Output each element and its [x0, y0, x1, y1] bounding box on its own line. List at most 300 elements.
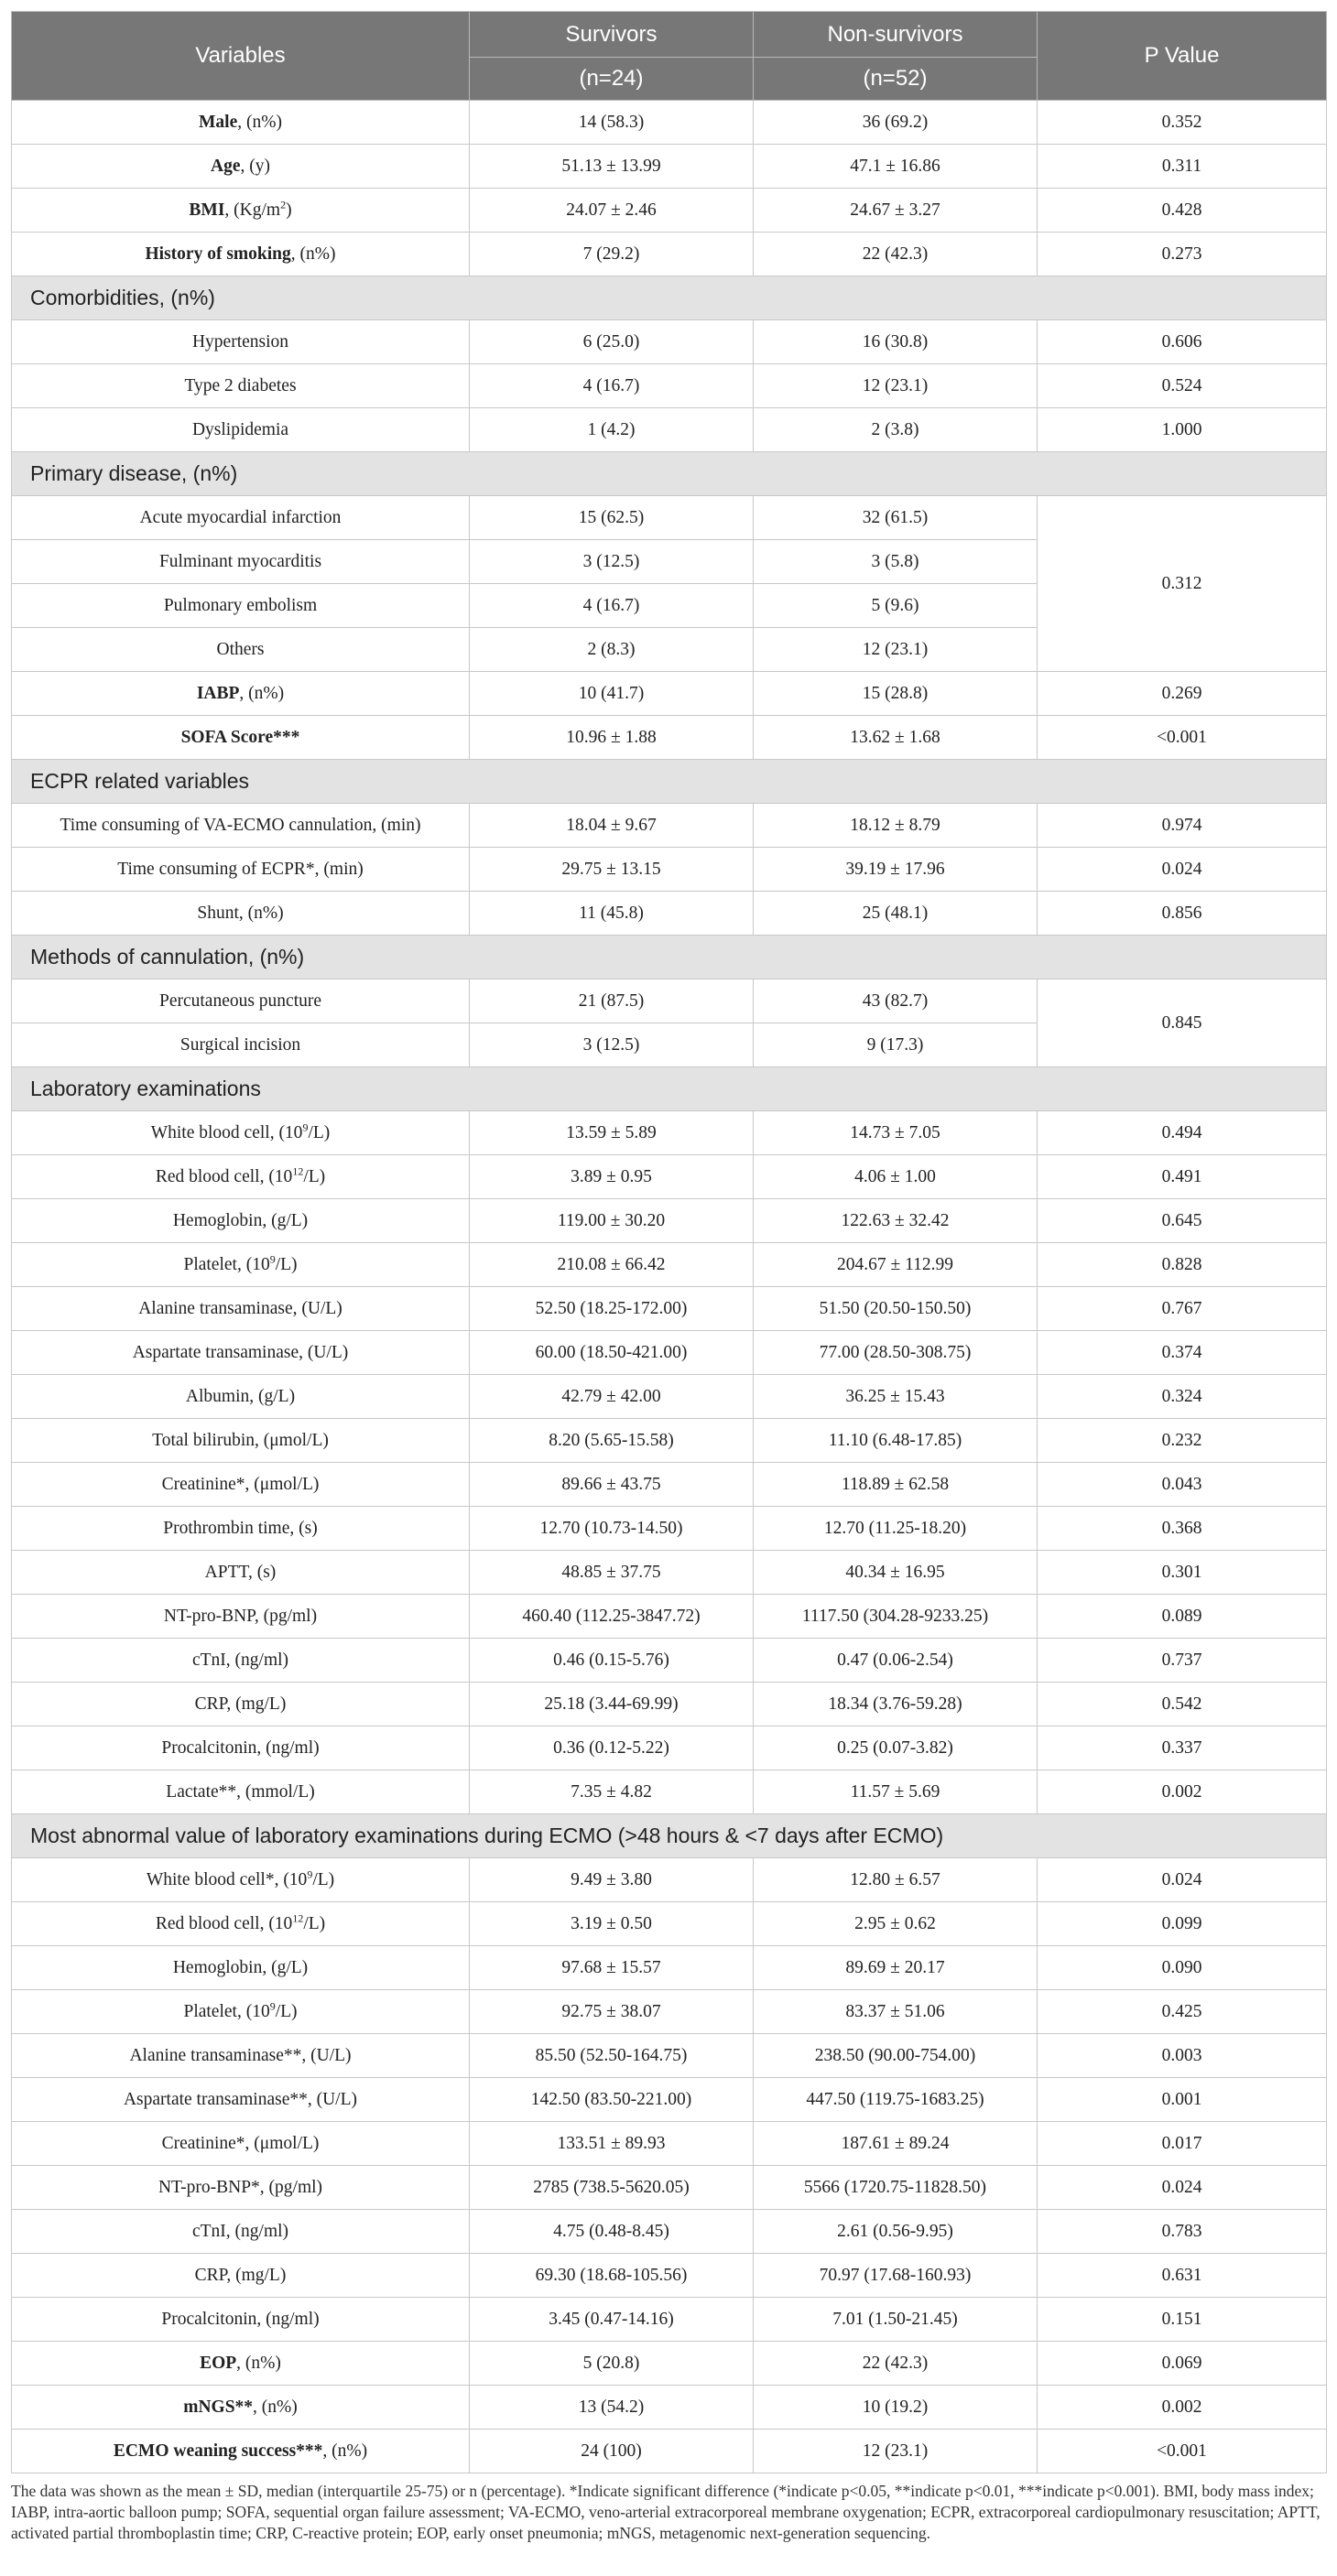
section-row: [12, 452, 1327, 496]
p-value: 0.069: [1038, 2342, 1327, 2386]
table-row: [12, 1375, 1327, 1419]
p-value: 0.828: [1038, 1243, 1327, 1287]
variable-label: , (n%): [239, 683, 285, 703]
nonsurvivors-value: 9 (17.3): [754, 1023, 1038, 1067]
table-row: [12, 408, 1327, 452]
survivors-value: 97.68 ± 15.57: [470, 1946, 754, 1990]
table-row: [12, 1770, 1327, 1814]
nonsurvivors-value: 12.80 ± 6.57: [754, 1858, 1038, 1902]
p-value: 0.232: [1038, 1419, 1327, 1463]
nonsurvivors-value: 12.70 (11.25-18.20): [754, 1507, 1038, 1551]
table-row: [12, 2122, 1327, 2166]
nonsurvivors-value: 47.1 ± 16.86: [754, 145, 1038, 189]
table-row: [12, 804, 1327, 848]
table-row: [12, 2034, 1327, 2078]
variable-cell: [12, 1331, 470, 1375]
variable-label: Procalcitonin, (ng/ml): [161, 1737, 320, 1758]
variable-label: Albumin, (g/L): [185, 1386, 296, 1406]
variable-name: History of smoking: [145, 244, 291, 264]
variable-label: , (n%): [236, 2353, 281, 2373]
survivors-value: 133.51 ± 89.93: [470, 2122, 754, 2166]
p-value: 0.090: [1038, 1946, 1327, 1990]
nonsurvivors-value: 43 (82.7): [754, 980, 1038, 1023]
table-footnote: The data was shown as the mean ± SD, median (interquartile 25-75) or n (percentage). *Indicate significant difference (*indicate p<0.05, **indicate p<0.01, ***indicate p<0.001). BMI, body mass index; IABP, intra-aortic balloon pump; SOFA, sequential organ failure assessment; VA-ECMO, veno-arterial extracorporeal membrane oxygenation; ECPR, extracorporeal cardiopulmonary resuscitation; APTT, activated partial thromboplastin time; CRP, C-reactive protein; EOP, early onset pneumonia; mNGS, metagenomic next-generation sequencing.: [11, 2482, 1321, 2542]
variable-label: Aspartate transaminase**, (U/L): [123, 2089, 358, 2109]
variable-cell: [12, 1683, 470, 1726]
p-value: 0.311: [1038, 145, 1327, 189]
table-row: [12, 1419, 1327, 1463]
variable-label: NT-pro-BNP*, (pg/ml): [158, 2177, 323, 2197]
variable-name: EOP: [200, 2353, 237, 2373]
p-value: 0.001: [1038, 2078, 1327, 2122]
table-row: [12, 848, 1327, 892]
survivors-value: 24 (100): [470, 2430, 754, 2473]
survivors-value: 1 (4.2): [470, 408, 754, 452]
survivors-value: 3.19 ± 0.50: [470, 1902, 754, 1946]
survivors-value: 2 (8.3): [470, 628, 754, 672]
survivors-value: 4 (16.7): [470, 364, 754, 408]
variable-label: Platelet, (10: [183, 2001, 270, 2021]
nonsurvivors-value: 89.69 ± 20.17: [754, 1946, 1038, 1990]
variable-cell: [12, 2298, 470, 2342]
variable-cell: [12, 1023, 470, 1067]
nonsurvivors-value: 70.97 (17.68-160.93): [754, 2254, 1038, 2298]
variable-cell: [12, 2166, 470, 2210]
variable-cell: [12, 716, 470, 760]
p-value: 1.000: [1038, 408, 1327, 452]
variable-cell: [12, 1155, 470, 1199]
p-value: 0.767: [1038, 1287, 1327, 1331]
survivors-value: 60.00 (18.50-421.00): [470, 1331, 754, 1375]
p-value: 0.783: [1038, 2210, 1327, 2254]
p-value: 0.631: [1038, 2254, 1327, 2298]
survivors-value: 4 (16.7): [470, 584, 754, 628]
variable-label: Time consuming of ECPR*, (min): [117, 859, 364, 879]
table-row: [12, 2166, 1327, 2210]
nonsurvivors-value: 15 (28.8): [754, 672, 1038, 716]
unit-suffix: /L): [275, 2001, 298, 2021]
variable-label: Time consuming of VA-ECMO cannulation, (min): [60, 815, 421, 835]
unit-suffix: /L): [303, 1166, 326, 1186]
unit-suffix: /L): [312, 1869, 335, 1889]
survivors-value: 25.18 (3.44-69.99): [470, 1683, 754, 1726]
nonsurvivors-value: 238.50 (90.00-754.00): [754, 2034, 1038, 2078]
variable-name: ECMO weaning success***: [113, 2441, 323, 2461]
nonsurvivors-value: 14.73 ± 7.05: [754, 1111, 1038, 1155]
table-row: [12, 1683, 1327, 1726]
survivors-value: 18.04 ± 9.67: [470, 804, 754, 848]
unit-exponent: 9: [269, 1999, 276, 2012]
p-value: 0.273: [1038, 233, 1327, 276]
variable-cell: [12, 1946, 470, 1990]
variable-name: IABP: [196, 683, 240, 703]
unit-exponent: 9: [302, 1120, 309, 1133]
variable-label: Surgical incision: [179, 1034, 301, 1055]
table-row: [12, 892, 1327, 936]
table-row: [12, 1726, 1327, 1770]
table-row: [12, 1287, 1327, 1331]
table-row: [12, 2342, 1327, 2386]
table-row: [12, 1111, 1327, 1155]
variable-label: Creatinine*, (μmol/L): [161, 2133, 320, 2153]
nonsurvivors-value: 0.47 (0.06-2.54): [754, 1639, 1038, 1683]
table-row: [12, 980, 1327, 1023]
survivors-value: 52.50 (18.25-172.00): [470, 1287, 754, 1331]
nonsurvivors-value: 18.34 (3.76-59.28): [754, 1683, 1038, 1726]
variable-label: Shunt, (n%): [197, 903, 284, 923]
survivors-value: 119.00 ± 30.20: [470, 1199, 754, 1243]
nonsurvivors-value: 5566 (1720.75-11828.50): [754, 2166, 1038, 2210]
table-row: [12, 1507, 1327, 1551]
survivors-value: 0.46 (0.15-5.76): [470, 1639, 754, 1683]
table-row: [12, 145, 1327, 189]
section-row: [12, 760, 1327, 804]
survivors-value: 51.13 ± 13.99: [470, 145, 754, 189]
nonsurvivors-value: 22 (42.3): [754, 233, 1038, 276]
variable-cell: [12, 1551, 470, 1595]
survivors-value: 3.89 ± 0.95: [470, 1155, 754, 1199]
p-value: 0.324: [1038, 1375, 1327, 1419]
table-row: [12, 496, 1327, 540]
nonsurvivors-value: 11.10 (6.48-17.85): [754, 1419, 1038, 1463]
section-label: Comorbidities, (n%): [12, 276, 1327, 320]
p-value: 0.974: [1038, 804, 1327, 848]
variable-label: Alanine transaminase, (U/L): [138, 1298, 342, 1318]
variable-cell: [12, 848, 470, 892]
nonsurvivors-value: 13.62 ± 1.68: [754, 716, 1038, 760]
table-row: [12, 2430, 1327, 2473]
variable-label: Lactate**, (mmol/L): [166, 1781, 315, 1802]
variable-cell: [12, 980, 470, 1023]
table-row: [12, 189, 1327, 233]
variable-cell: [12, 804, 470, 848]
survivors-value: 12.70 (10.73-14.50): [470, 1507, 754, 1551]
table-row: [12, 233, 1327, 276]
p-value: 0.017: [1038, 2122, 1327, 2166]
table-row: [12, 320, 1327, 364]
variable-cell: [12, 2254, 470, 2298]
p-value: 0.151: [1038, 2298, 1327, 2342]
nonsurvivors-value: 39.19 ± 17.96: [754, 848, 1038, 892]
unit-exponent: 12: [292, 1164, 304, 1177]
unit-suffix: /L): [308, 1122, 331, 1142]
nonsurvivors-value: 40.34 ± 16.95: [754, 1551, 1038, 1595]
table-row: [12, 1199, 1327, 1243]
nonsurvivors-value: 36.25 ± 15.43: [754, 1375, 1038, 1419]
variable-label: , (Kg/m: [224, 200, 281, 220]
variable-label: cTnI, (ng/ml): [191, 1650, 289, 1670]
variable-label: NT-pro-BNP, (pg/ml): [163, 1606, 318, 1626]
nonsurvivors-value: 12 (23.1): [754, 628, 1038, 672]
nonsurvivors-value: 2 (3.8): [754, 408, 1038, 452]
p-value: 0.002: [1038, 2386, 1327, 2430]
variable-cell: [12, 672, 470, 716]
survivors-value: 13.59 ± 5.89: [470, 1111, 754, 1155]
nonsurvivors-value: 32 (61.5): [754, 496, 1038, 540]
header-nonsurvivors: Non-survivors: [754, 12, 1038, 58]
table-row: [12, 1902, 1327, 1946]
table-header: [12, 12, 1327, 101]
variable-label: CRP, (mg/L): [194, 1694, 287, 1714]
variable-name: SOFA Score***: [180, 727, 300, 747]
variable-label: Dyslipidemia: [191, 419, 289, 439]
p-value: 0.542: [1038, 1683, 1327, 1726]
p-value: 0.428: [1038, 189, 1327, 233]
variable-label: Percutaneous puncture: [158, 990, 322, 1011]
variable-cell: [12, 892, 470, 936]
variable-cell: [12, 101, 470, 145]
survivors-value: 10 (41.7): [470, 672, 754, 716]
p-value: 0.301: [1038, 1551, 1327, 1595]
nonsurvivors-value: 4.06 ± 1.00: [754, 1155, 1038, 1199]
table-row: [12, 2298, 1327, 2342]
p-value: 0.024: [1038, 2166, 1327, 2210]
nonsurvivors-value: 122.63 ± 32.42: [754, 1199, 1038, 1243]
p-value: 0.312: [1038, 496, 1327, 672]
variable-label: APTT, (s): [204, 1562, 277, 1582]
survivors-value: 48.85 ± 37.75: [470, 1551, 754, 1595]
p-value: 0.645: [1038, 1199, 1327, 1243]
survivors-value: 4.75 (0.48-8.45): [470, 2210, 754, 2254]
unit-exponent: 12: [292, 1911, 304, 1924]
variable-cell: [12, 145, 470, 189]
survivors-value: 142.50 (83.50-221.00): [470, 2078, 754, 2122]
variable-label: Red blood cell, (10: [155, 1166, 293, 1186]
survivors-value: 3.45 (0.47-14.16): [470, 2298, 754, 2342]
variable-name: BMI: [189, 200, 225, 220]
table-row: [12, 364, 1327, 408]
variable-label: , (n%): [290, 244, 336, 264]
p-value: 0.024: [1038, 848, 1327, 892]
variable-cell: [12, 2034, 470, 2078]
variable-label: Total bilirubin, (μmol/L): [152, 1430, 329, 1450]
nonsurvivors-value: 22 (42.3): [754, 2342, 1038, 2386]
variable-label: cTnI, (ng/ml): [191, 2221, 289, 2241]
variable-label: Platelet, (10: [183, 1254, 270, 1274]
unit-suffix: /L): [303, 1913, 326, 1933]
variable-label: Creatinine*, (μmol/L): [161, 1474, 320, 1494]
nonsurvivors-value: 36 (69.2): [754, 101, 1038, 145]
p-value: 0.845: [1038, 980, 1327, 1067]
p-value: 0.099: [1038, 1902, 1327, 1946]
table-row: [12, 1463, 1327, 1507]
survivors-value: 0.36 (0.12-5.22): [470, 1726, 754, 1770]
section-label: ECPR related variables: [12, 760, 1327, 804]
p-value: 0.352: [1038, 101, 1327, 145]
nonsurvivors-value: 11.57 ± 5.69: [754, 1770, 1038, 1814]
p-value: 0.425: [1038, 1990, 1327, 2034]
variable-cell: [12, 1902, 470, 1946]
p-value: 0.491: [1038, 1155, 1327, 1199]
p-value: 0.374: [1038, 1331, 1327, 1375]
variable-label: Pulmonary embolism: [163, 595, 318, 615]
survivors-value: 11 (45.8): [470, 892, 754, 936]
p-value: 0.024: [1038, 1858, 1327, 1902]
variable-cell: [12, 2386, 470, 2430]
results-table: [11, 11, 1327, 2473]
section-row: [12, 936, 1327, 980]
table-row: [12, 2254, 1327, 2298]
variable-label: Prothrombin time, (s): [163, 1518, 318, 1538]
nonsurvivors-value: 187.61 ± 89.24: [754, 2122, 1038, 2166]
variable-cell: [12, 1111, 470, 1155]
table-row: [12, 1639, 1327, 1683]
table-row: [12, 1946, 1327, 1990]
variable-label: Procalcitonin, (ng/ml): [161, 2309, 320, 2329]
variable-cell: [12, 364, 470, 408]
variable-label: White blood cell, (10: [150, 1122, 303, 1142]
variable-label: Hypertension: [191, 331, 289, 352]
table-row: [12, 1155, 1327, 1199]
p-value: 0.337: [1038, 1726, 1327, 1770]
p-value: 0.606: [1038, 320, 1327, 364]
section-label: Most abnormal value of laboratory examinations during ECMO (>48 hours & <7 days after ECMO): [12, 1814, 1327, 1858]
variable-cell: [12, 1243, 470, 1287]
table-row: [12, 672, 1327, 716]
survivors-value: 21 (87.5): [470, 980, 754, 1023]
survivors-value: 29.75 ± 13.15: [470, 848, 754, 892]
nonsurvivors-value: 16 (30.8): [754, 320, 1038, 364]
p-value: 0.856: [1038, 892, 1327, 936]
survivors-value: 7 (29.2): [470, 233, 754, 276]
variable-label: Hemoglobin, (g/L): [172, 1957, 309, 1977]
nonsurvivors-value: 77.00 (28.50-308.75): [754, 1331, 1038, 1375]
survivors-value: 7.35 ± 4.82: [470, 1770, 754, 1814]
header-variables: Variables: [12, 12, 470, 101]
variable-label: , (n%): [322, 2441, 368, 2461]
survivors-value: 15 (62.5): [470, 496, 754, 540]
section-label: Methods of cannulation, (n%): [12, 936, 1327, 980]
nonsurvivors-value: 12 (23.1): [754, 2430, 1038, 2473]
variable-cell: [12, 2078, 470, 2122]
variable-cell: [12, 2122, 470, 2166]
variable-label: Hemoglobin, (g/L): [172, 1210, 309, 1230]
table-row: [12, 2078, 1327, 2122]
header-pvalue: P Value: [1038, 12, 1327, 101]
section-row: [12, 1814, 1327, 1858]
variable-label: Others: [216, 639, 265, 659]
survivors-value: 92.75 ± 38.07: [470, 1990, 754, 2034]
variable-label: , (y): [240, 156, 270, 176]
variable-cell: [12, 1990, 470, 2034]
variable-cell: [12, 1639, 470, 1683]
variable-cell: [12, 2430, 470, 2473]
table-body: [12, 101, 1327, 2473]
table-row: [12, 1858, 1327, 1902]
variable-cell: [12, 320, 470, 364]
variable-cell: [12, 2342, 470, 2386]
p-value: 0.043: [1038, 1463, 1327, 1507]
variable-name: Male: [199, 112, 238, 132]
table-row: [12, 2210, 1327, 2254]
variable-label: White blood cell*, (10: [146, 1869, 308, 1889]
p-value: 0.003: [1038, 2034, 1327, 2078]
section-row: [12, 1067, 1327, 1111]
nonsurvivors-value: 24.67 ± 3.27: [754, 189, 1038, 233]
variable-cell: [12, 628, 470, 672]
variable-cell: [12, 1858, 470, 1902]
variable-cell: [12, 1287, 470, 1331]
p-value: 0.737: [1038, 1639, 1327, 1683]
variable-cell: [12, 1595, 470, 1639]
table-row: [12, 1595, 1327, 1639]
p-value: 0.002: [1038, 1770, 1327, 1814]
survivors-value: 2785 (738.5-5620.05): [470, 2166, 754, 2210]
survivors-value: 8.20 (5.65-15.58): [470, 1419, 754, 1463]
survivors-value: 10.96 ± 1.88: [470, 716, 754, 760]
variable-cell: [12, 1375, 470, 1419]
survivors-value: 24.07 ± 2.46: [470, 189, 754, 233]
variable-cell: [12, 1199, 470, 1243]
survivors-value: 5 (20.8): [470, 2342, 754, 2386]
p-value: <0.001: [1038, 2430, 1327, 2473]
table-row: [12, 716, 1327, 760]
nonsurvivors-value: 2.95 ± 0.62: [754, 1902, 1038, 1946]
unit-exponent: 9: [307, 1867, 313, 1880]
variable-name: Age: [211, 156, 241, 176]
table-row: [12, 1243, 1327, 1287]
unit-suffix: /L): [275, 1254, 298, 1274]
survivors-value: 9.49 ± 3.80: [470, 1858, 754, 1902]
table-row: [12, 2386, 1327, 2430]
table-container: [11, 11, 1326, 2544]
variable-label: Alanine transaminase**, (U/L): [129, 2045, 352, 2065]
variable-cell: [12, 1770, 470, 1814]
variable-cell: [12, 408, 470, 452]
survivors-value: 460.40 (112.25-3847.72): [470, 1595, 754, 1639]
table-row: [12, 1990, 1327, 2034]
survivors-value: 42.79 ± 42.00: [470, 1375, 754, 1419]
variable-label: Acute myocardial infarction: [139, 507, 342, 527]
table-row: [12, 1331, 1327, 1375]
variable-label: Aspartate transaminase, (U/L): [132, 1342, 349, 1362]
nonsurvivors-value: 204.67 ± 112.99: [754, 1243, 1038, 1287]
variable-cell: [12, 1463, 470, 1507]
table-row: [12, 1551, 1327, 1595]
variable-label: Fulminant myocarditis: [158, 551, 322, 571]
variable-cell: [12, 189, 470, 233]
p-value: <0.001: [1038, 716, 1327, 760]
header-nonsurvivors-n: (n=52): [754, 58, 1038, 101]
variable-cell: [12, 1419, 470, 1463]
survivors-value: 210.08 ± 66.42: [470, 1243, 754, 1287]
nonsurvivors-value: 118.89 ± 62.58: [754, 1463, 1038, 1507]
nonsurvivors-value: 12 (23.1): [754, 364, 1038, 408]
header-survivors: Survivors: [470, 12, 754, 58]
section-row: [12, 276, 1327, 320]
variable-cell: [12, 496, 470, 540]
variable-label: Red blood cell, (10: [155, 1913, 293, 1933]
nonsurvivors-value: 5 (9.6): [754, 584, 1038, 628]
variable-label: Type 2 diabetes: [184, 375, 297, 395]
p-value: 0.368: [1038, 1507, 1327, 1551]
nonsurvivors-value: 1117.50 (304.28-9233.25): [754, 1595, 1038, 1639]
survivors-value: 3 (12.5): [470, 1023, 754, 1067]
section-label: Laboratory examinations: [12, 1067, 1327, 1111]
unit-suffix: ): [286, 200, 292, 220]
variable-label: , (n%): [253, 2397, 298, 2417]
variable-cell: [12, 1726, 470, 1770]
section-label: Primary disease, (n%): [12, 452, 1327, 496]
variable-cell: [12, 540, 470, 584]
p-value: 0.089: [1038, 1595, 1327, 1639]
variable-label: CRP, (mg/L): [194, 2265, 287, 2285]
survivors-value: 3 (12.5): [470, 540, 754, 584]
header-survivors-n: (n=24): [470, 58, 754, 101]
p-value: 0.524: [1038, 364, 1327, 408]
p-value: 0.269: [1038, 672, 1327, 716]
nonsurvivors-value: 18.12 ± 8.79: [754, 804, 1038, 848]
